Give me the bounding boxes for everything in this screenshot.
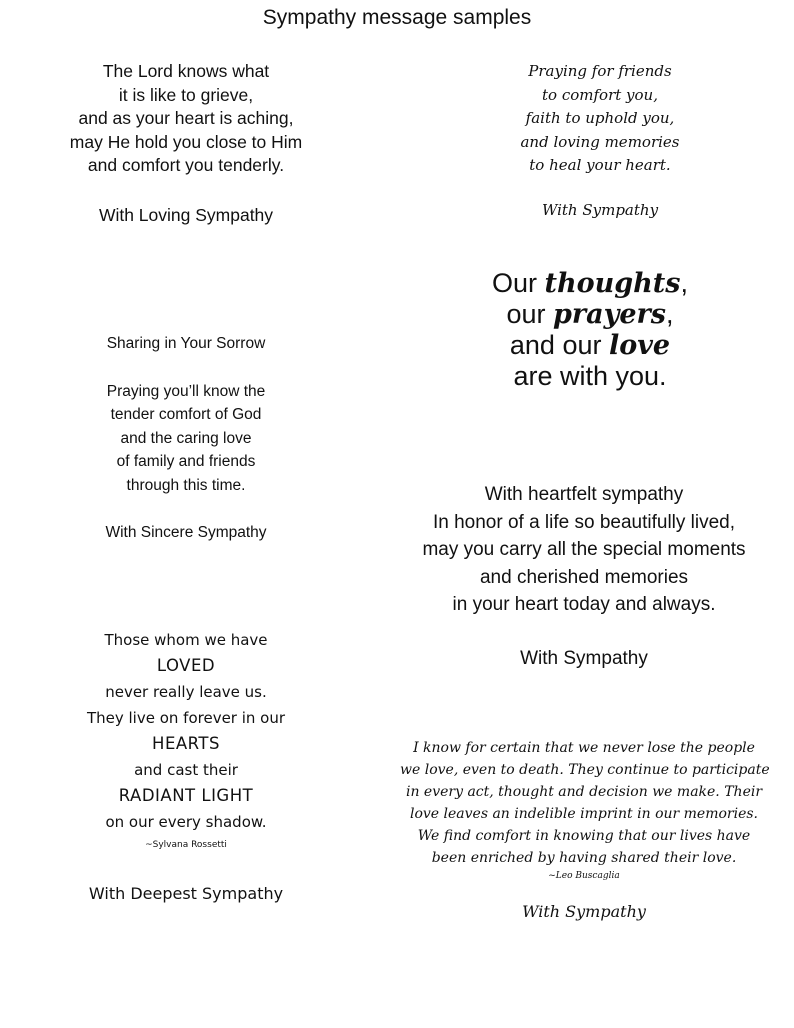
message-line: and comfort you tenderly. [87, 155, 285, 175]
signoff: With Loving Sympathy [98, 204, 274, 225]
message-line: in every act, thought and decision we make. Their [405, 784, 763, 800]
message-line: and cherished memories [479, 566, 689, 588]
message-line: Our thoughts, [492, 268, 688, 299]
quote-author: ~Sylvana Rossetti [145, 840, 227, 850]
message-line: through this time. [126, 476, 246, 494]
message-heartfelt [384, 481, 784, 672]
message-buscaglia-quote [400, 737, 768, 923]
message-line: never really leave us. [105, 683, 267, 701]
message-line: The Lord knows what [102, 61, 270, 81]
message-line: Those whom we have [104, 631, 268, 649]
signoff: With Deepest Sympathy [88, 884, 284, 903]
message-line: RADIANT LIGHT [118, 786, 254, 805]
message-sharing-sorrow [40, 332, 332, 545]
message-praying-for-friends [445, 60, 755, 222]
message-line: may He hold you close to Him [69, 131, 303, 152]
message-line: Praying for friends [528, 62, 672, 80]
signoff: With Sympathy [522, 902, 646, 921]
signoff: With Sincere Sympathy [105, 524, 267, 541]
message-line: and loving memories [520, 132, 680, 151]
message-line: and our love [509, 330, 671, 361]
message-line: They live on forever in our [86, 709, 286, 727]
message-line: it is like to grieve, [118, 84, 254, 105]
message-line: and as your heart is aching, [78, 108, 294, 128]
message-line: to heal your heart. [529, 156, 671, 174]
message-line: we love, even to death. They continue to participate [400, 762, 770, 778]
page-title: Sympathy message samples [262, 6, 532, 29]
quote-author: ~Leo Buscaglia [548, 871, 620, 881]
message-line: been enriched by having shared their love. [431, 850, 737, 866]
message-line: to comfort you, [542, 85, 658, 104]
message-line: HEARTS [152, 734, 220, 753]
message-line: I know for certain that we never lose the people [413, 740, 755, 756]
message-thoughts-prayers-love [440, 268, 740, 392]
message-line: love leaves an indelible imprint in our memories. [409, 806, 759, 822]
message-line: in your heart today and always. [452, 594, 716, 615]
message-line: are with you. [513, 361, 667, 391]
message-heading: Sharing in Your Sorrow [106, 335, 266, 352]
message-line: With heartfelt sympathy [484, 484, 684, 505]
message-line: Praying you’ll know the [106, 382, 266, 400]
message-line: LOVED [156, 656, 216, 675]
message-those-whom-we-loved [40, 627, 332, 907]
message-line: may you carry all the special moments [422, 539, 746, 560]
message-lord-knows [40, 60, 332, 227]
message-line: In honor of a life so beautifully lived, [432, 511, 736, 533]
message-line: and cast their [134, 761, 238, 779]
message-line: We find comfort in knowing that our lives have [417, 828, 751, 844]
message-line: on our every shadow. [105, 813, 267, 831]
signoff: With Sympathy [541, 200, 659, 219]
message-line: our prayers, [506, 299, 674, 330]
message-line: of family and friends [116, 453, 256, 470]
message-line: and the caring love [120, 429, 252, 447]
message-line: faith to uphold you, [525, 109, 675, 127]
signoff: With Sympathy [520, 647, 648, 669]
message-line: tender comfort of God [110, 406, 262, 423]
